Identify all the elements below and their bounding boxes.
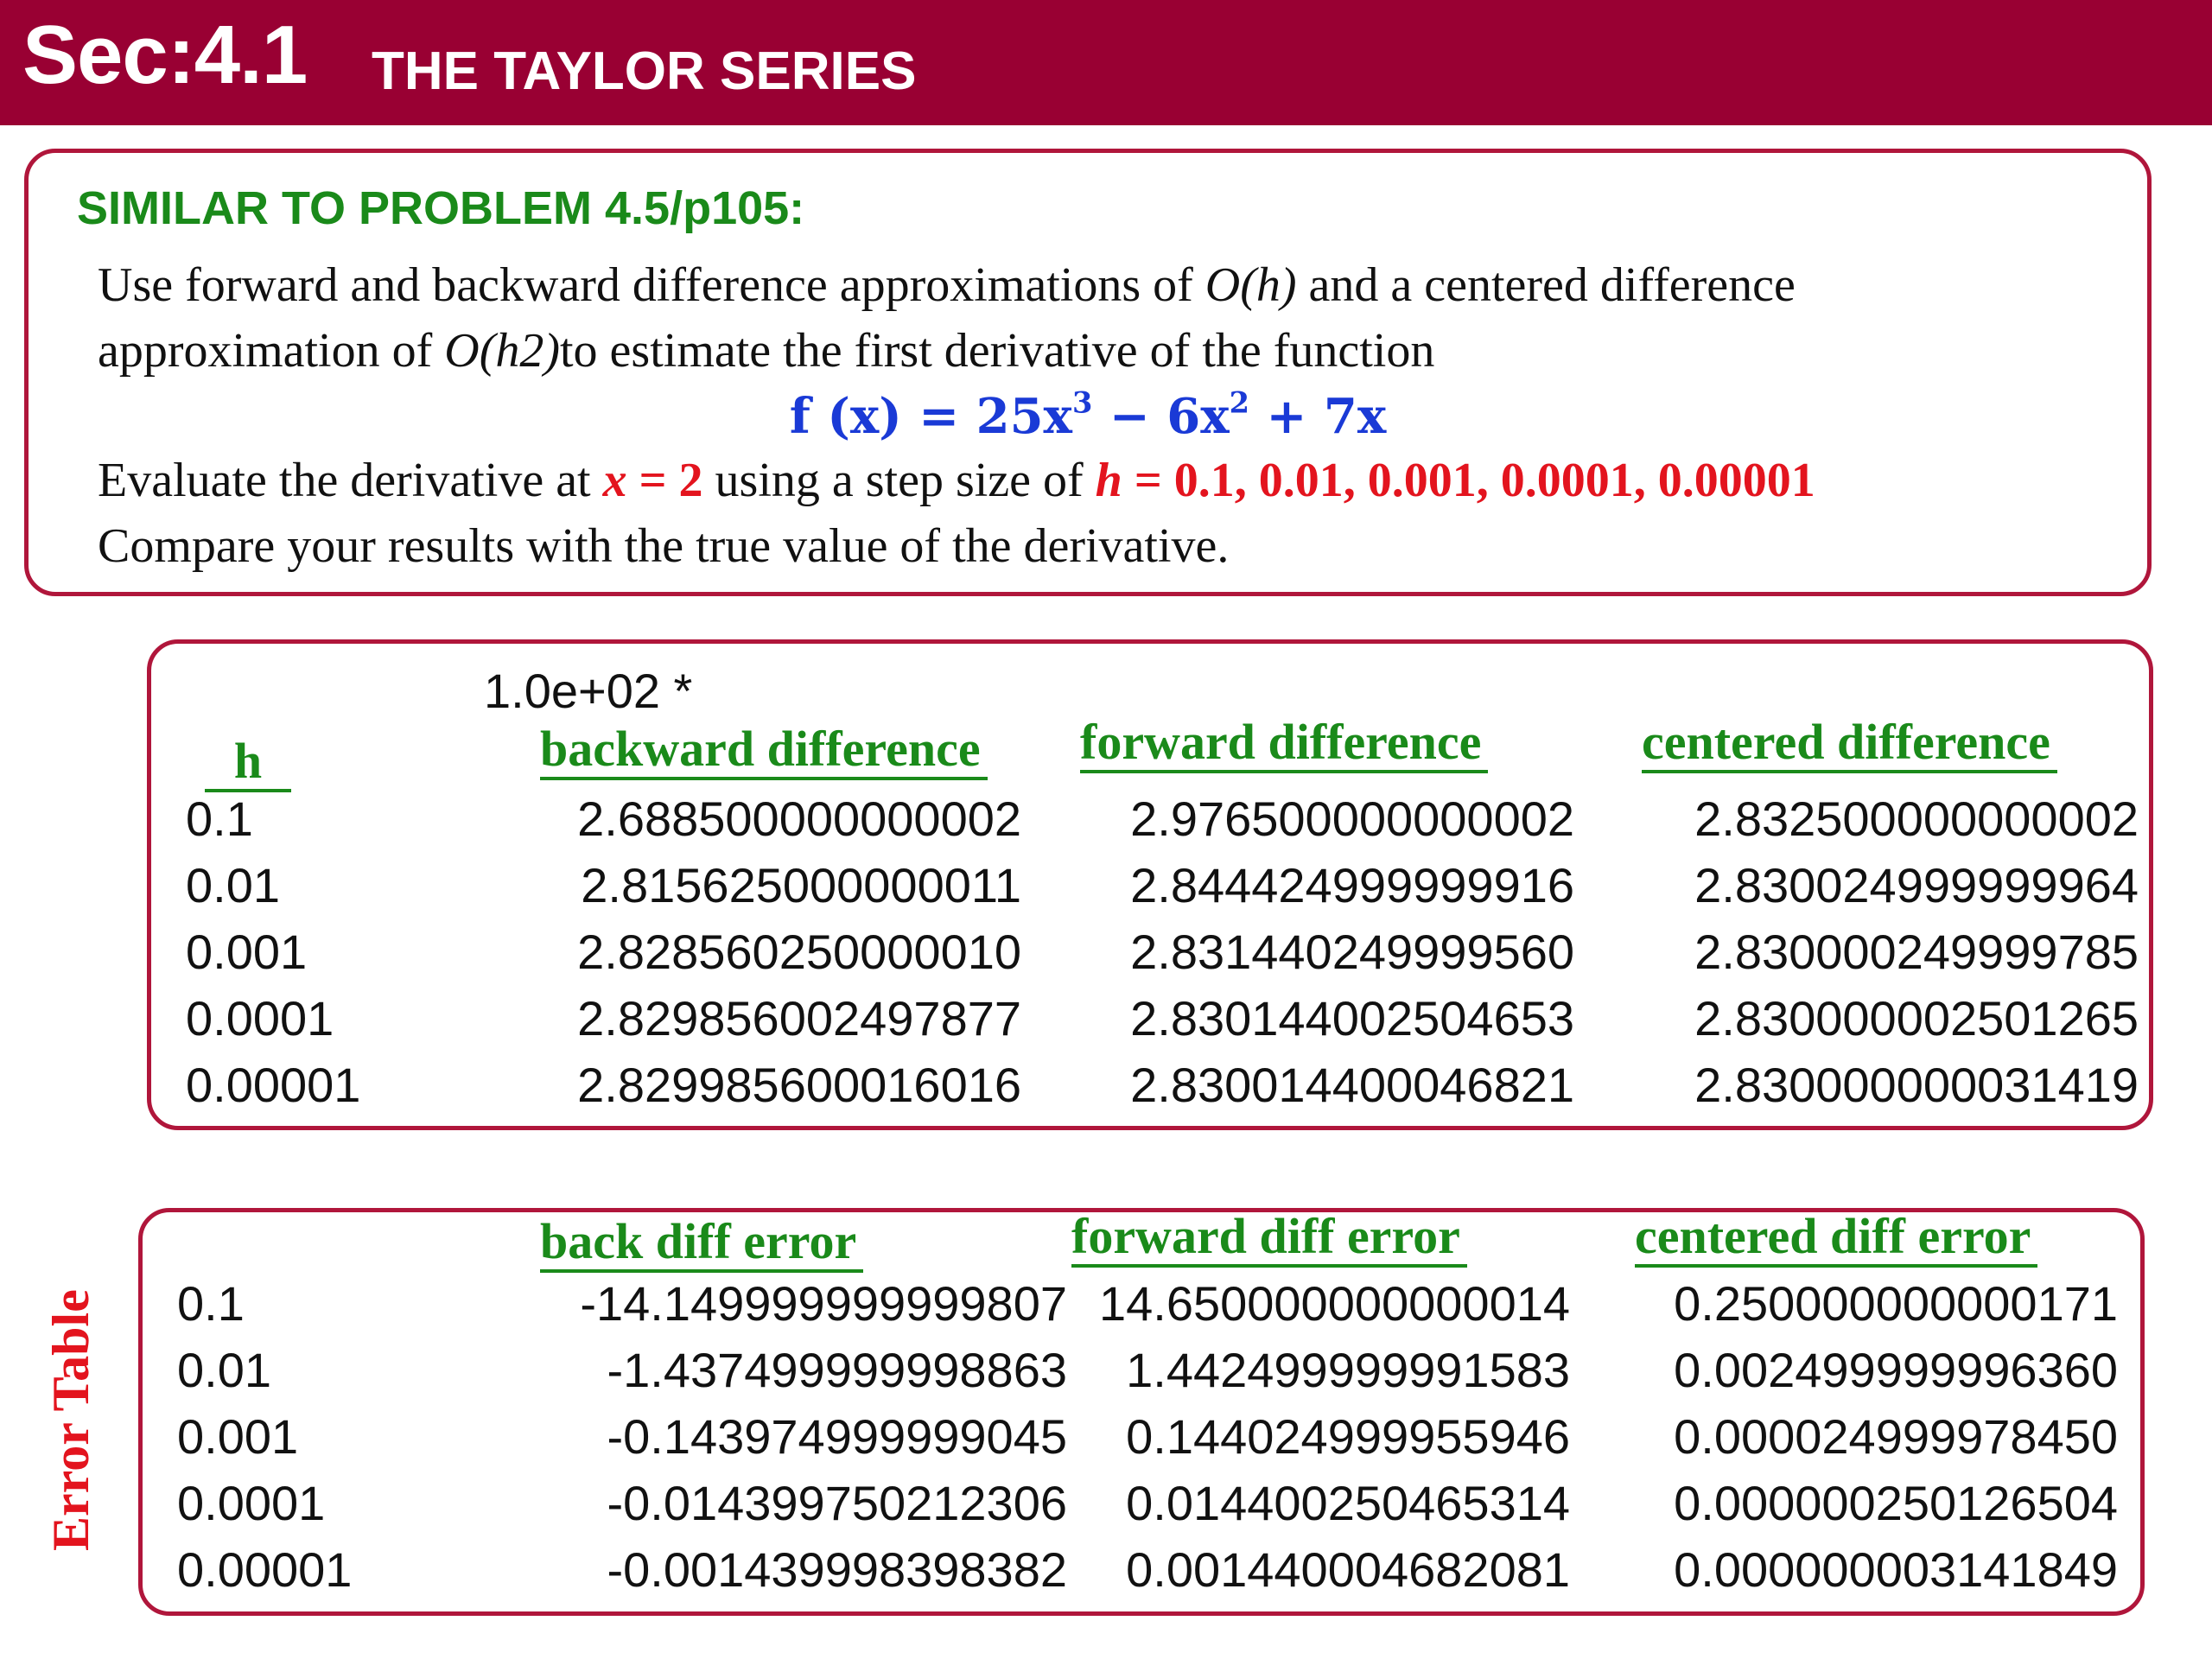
h-values: = 0.1, 0.01, 0.001, 0.0001, 0.00001: [1122, 454, 1815, 507]
function-formula: [29, 385, 2147, 446]
formula-exponent-3: 3: [1071, 385, 1093, 420]
problem-heading: SIMILAR TO PROBLEM 4.5/p105:: [77, 182, 805, 234]
forward-value: 2.830144002504653: [1130, 991, 1574, 1046]
back-error-value: -0.014399750212306: [607, 1476, 1067, 1530]
h-value: 0.001: [177, 1409, 299, 1464]
table-row: [151, 1052, 2149, 1118]
forward-value: 2.976500000000002: [1130, 791, 1574, 846]
centered-value: 2.830024999999964: [1694, 858, 2139, 912]
centered-error-value: 0.000024999978450: [1674, 1409, 2118, 1464]
table-row: [143, 1404, 2140, 1470]
table-row: [143, 1471, 2140, 1536]
forward-error-value: 1.442499999991583: [1126, 1343, 1570, 1397]
forward-diff-error-header: forward diff error: [1071, 1209, 1467, 1268]
h-value: 0.0001: [177, 1476, 326, 1530]
backward-value: 2.829985600016016: [577, 1058, 1021, 1112]
formula-lhs: f (x) = 25x: [789, 388, 1072, 445]
forward-difference-header: forward difference: [1080, 715, 1488, 773]
backward-value: 2.829856002497877: [577, 991, 1021, 1046]
table-row: [143, 1338, 2140, 1403]
h-value: 0.00001: [177, 1542, 353, 1597]
order-h2: O(h2): [444, 324, 560, 378]
forward-value: 2.830014400046821: [1130, 1058, 1574, 1112]
line1-text-a: Use forward and backward difference approximations of: [98, 258, 1205, 312]
x-value: = 2: [626, 454, 703, 507]
table-row: [143, 1537, 2140, 1603]
h-variable: h: [1095, 454, 1122, 507]
problem-line-4: Compare your results with the true value of the derivative.: [98, 519, 1230, 573]
centered-value: 2.830000249999785: [1694, 925, 2139, 979]
h-value: 0.1: [186, 791, 253, 846]
forward-error-value: 14.650000000000014: [1098, 1276, 1570, 1331]
h-value: 0.01: [186, 858, 280, 912]
centered-error-value: 0.002499999996360: [1674, 1343, 2118, 1397]
forward-error-value: 0.001440004682081: [1126, 1542, 1570, 1597]
forward-value: 2.844424999999916: [1130, 858, 1574, 912]
table-row: [151, 786, 2149, 852]
line2-text-a: approximation of: [98, 324, 445, 378]
section-header: [0, 0, 2212, 125]
error-table: [138, 1208, 2145, 1616]
centered-difference-header: centered difference: [1642, 715, 2057, 773]
results-table: [147, 639, 2153, 1130]
line3-text-b: using a step size of: [702, 454, 1096, 507]
centered-value: 2.830000002501265: [1694, 991, 2139, 1046]
section-title: THE TAYLOR SERIES: [372, 41, 917, 101]
centered-error-value: 0.000000250126504: [1674, 1476, 2118, 1530]
h-value: 0.01: [177, 1343, 271, 1397]
scale-factor: 1.0e+02 *: [484, 664, 693, 718]
h-value: 0.1: [177, 1276, 245, 1331]
table-row: [143, 1271, 2140, 1337]
centered-error-value: 0.000000003141849: [1674, 1542, 2118, 1597]
formula-mid: − 6x: [1092, 388, 1230, 445]
h-column-header: h: [205, 734, 291, 792]
x-variable: x: [602, 454, 627, 507]
forward-value: 2.831440249999560: [1130, 925, 1574, 979]
h-value: 0.001: [186, 925, 308, 979]
forward-error-value: 0.014400250465314: [1126, 1476, 1570, 1530]
backward-value: 2.815625000000011: [581, 858, 1021, 912]
line2-text-b: to estimate the first derivative of the function: [560, 324, 1435, 378]
problem-line-3: [98, 452, 1815, 510]
back-error-value: -1.437499999998863: [607, 1343, 1067, 1397]
forward-error-value: 0.144024999955946: [1126, 1409, 1570, 1464]
centered-diff-error-header: centered diff error: [1635, 1209, 2037, 1268]
problem-line-1: [98, 257, 1796, 315]
formula-rhs: + 7x: [1249, 388, 1387, 445]
line1-text-b: and a centered difference: [1296, 258, 1796, 312]
centered-value: 2.830000000031419: [1694, 1058, 2139, 1112]
problem-box: [24, 149, 2152, 596]
backward-difference-header: backward difference: [540, 721, 988, 780]
table-row: [151, 986, 2149, 1052]
back-error-value: -0.143974999999045: [607, 1409, 1067, 1464]
line3-text-a: Evaluate the derivative at: [98, 454, 603, 507]
table-row: [151, 853, 2149, 918]
centered-value: 2.832500000000002: [1694, 791, 2139, 846]
centered-error-value: 0.250000000000171: [1674, 1276, 2118, 1331]
backward-value: 2.688500000000002: [577, 791, 1021, 846]
back-diff-error-header: back diff error: [540, 1214, 863, 1273]
backward-value: 2.828560250000010: [577, 925, 1021, 979]
error-table-label: Error Table: [42, 1289, 99, 1551]
h-value: 0.00001: [186, 1058, 361, 1112]
back-error-value: -14.149999999999807: [580, 1276, 1067, 1331]
problem-line-2: [98, 322, 1434, 380]
table-row: [151, 919, 2149, 985]
back-error-value: -0.001439998398382: [607, 1542, 1067, 1597]
section-number: Sec:4.1: [22, 9, 308, 101]
formula-exponent-2: 2: [1229, 385, 1249, 420]
h-value: 0.0001: [186, 991, 334, 1046]
order-h: O(h): [1205, 258, 1297, 312]
